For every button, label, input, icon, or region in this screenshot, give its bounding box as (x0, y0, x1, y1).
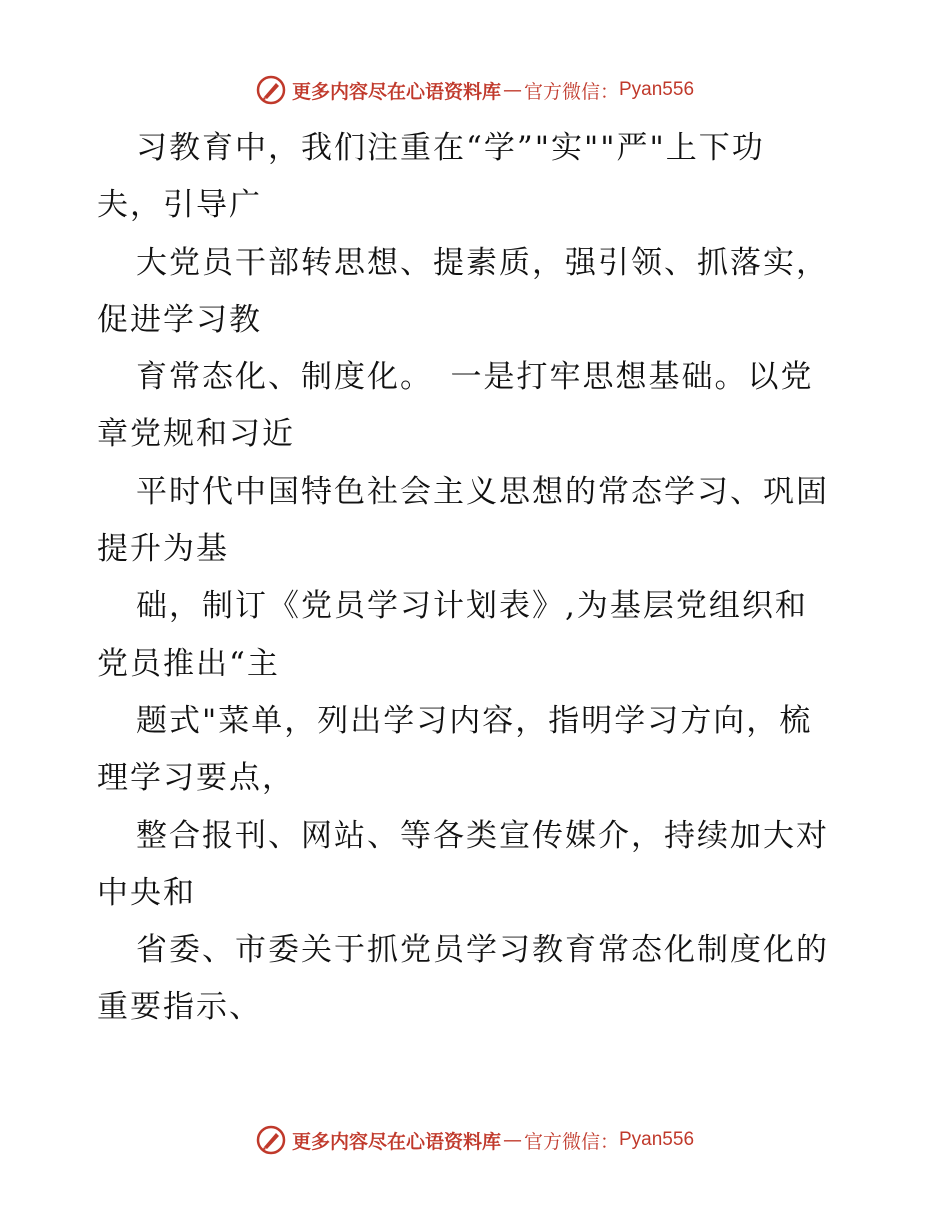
text-line: 育常态化、制度化。 一是打牢思想基础。以党 (136, 359, 814, 396)
text-line: 促进学习教 (97, 301, 262, 338)
text-line: 题式"菜单，列出学习内容，指明学习方向，梳 (136, 702, 813, 739)
banner-wechat-id: Pyan556 (619, 79, 695, 100)
pen-logo-icon (256, 1125, 286, 1155)
text-line: 习教育中，我们注重在“学”"实""严"上下功 (136, 130, 765, 166)
text-line: 础，制订《党员学习计划表》,为基层党组织和 (136, 588, 808, 625)
text-line: 理学习要点， (97, 760, 295, 797)
document-body (0, 120, 950, 1037)
text-line: 大党员干部转思想、提素质，强引领、抓落实， (136, 244, 829, 281)
pen-logo-icon (256, 75, 286, 105)
banner-wechat-id: Pyan556 (619, 1129, 695, 1150)
text-line: 提升为基 (97, 531, 229, 568)
text-line: 党员推出“主 (97, 645, 280, 682)
banner-site-name: 更多内容尽在心语资料库 (291, 1130, 501, 1153)
text-line: 平时代中国特色社会主义思想的常态学习、巩固 (136, 473, 829, 510)
text-line: 重要指示、 (97, 989, 262, 1026)
text-line: 整合报刊、网站、等各类宣传媒介，持续加大对 (136, 817, 829, 854)
text-line: 夫，引导广 (97, 187, 262, 224)
text-line: 中央和 (97, 874, 196, 911)
banner-site-name: 更多内容尽在心语资料库 (291, 80, 501, 103)
banner-wechat-label: 官方微信： (523, 80, 619, 103)
banner-wechat-label: 官方微信： (523, 1130, 619, 1153)
text-line: 章党规和习近 (97, 416, 295, 453)
banner-dash: — (502, 79, 522, 101)
header-banner (0, 72, 950, 108)
footer-banner (0, 1122, 950, 1158)
text-line: 省委、市委关于抓党员学习教育常态化制度化的 (136, 932, 829, 969)
banner-dash: — (502, 1129, 522, 1151)
